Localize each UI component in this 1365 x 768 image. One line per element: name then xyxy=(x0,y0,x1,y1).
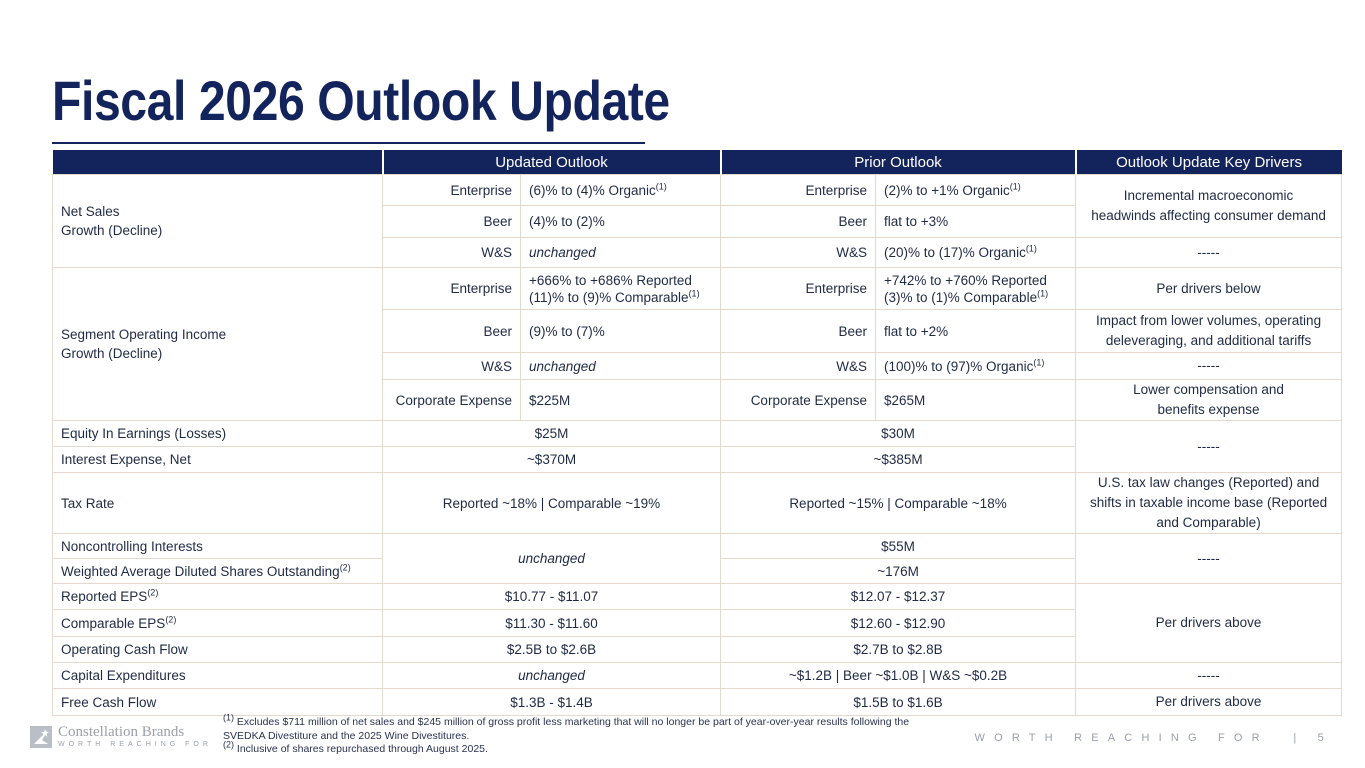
segment-label: Enterprise xyxy=(383,175,521,206)
segment-label: Beer xyxy=(383,206,521,238)
table-row xyxy=(53,584,1342,610)
table-row xyxy=(53,689,1342,716)
updated-value: $2.5B to $2.6B xyxy=(383,637,721,663)
footnote-1-continued: SVEDKA Divestiture and the 2025 Wine Divestitures. xyxy=(223,729,470,742)
footnote-1: $^{(1)}$ Excludes $711 million of net sales and $245 million of gross profit less marketing that will no longer be part of year-over-year results following the xyxy=(223,712,910,728)
table-row xyxy=(53,534,1342,559)
header-updated-outlook: Updated Outlook xyxy=(383,150,721,175)
row-label: Capital Expenditures xyxy=(53,663,383,689)
prior-value: ~$385M xyxy=(721,447,1076,473)
prior-value: Reported ~15% | Comparable ~18% xyxy=(721,473,1076,534)
prior-value: $12.07 - $12.37 xyxy=(721,584,1076,610)
driver-cell: Per drivers below xyxy=(1076,268,1342,310)
row-label: Comparable EPS$^{(2)}$ xyxy=(53,610,383,637)
segment-label: Beer xyxy=(383,310,521,353)
updated-value: unchanged xyxy=(521,238,721,268)
footnote-2: $^{(2)}$ Inclusive of shares repurchased through August 2025. xyxy=(223,739,488,755)
row-label: Tax Rate xyxy=(53,473,383,534)
prior-value: (2)% to +1% Organic$^{(1)}$ xyxy=(876,175,1076,206)
title-underline xyxy=(52,142,645,144)
table-row xyxy=(53,175,1342,206)
soi-sublabel: Growth (Decline) xyxy=(61,346,163,361)
row-label: Noncontrolling Interests xyxy=(53,534,383,559)
row-label: Weighted Average Diluted Shares Outstanding$^{(2)}$ xyxy=(53,559,383,584)
table-row xyxy=(53,268,1342,310)
updated-value: $25M xyxy=(383,421,721,447)
logo-name: Constellation Brands xyxy=(58,724,185,740)
table-row xyxy=(53,421,1342,447)
header-blank xyxy=(53,150,383,175)
driver-cell: Impact from lower volumes, operating deleveraging, and additional tariffs xyxy=(1076,310,1342,353)
prior-value: +742% to +760% Reported (3)% to (1)% Comparable$^{(1)}$ xyxy=(876,268,1076,310)
segment-label: Enterprise xyxy=(721,175,876,206)
footer-tagline: WORTH REACHING FOR | 5 xyxy=(974,732,1333,744)
row-label-net-sales xyxy=(53,175,383,268)
updated-value: $1.3B - $1.4B xyxy=(383,689,721,716)
net-sales-sublabel: Growth (Decline) xyxy=(61,223,163,238)
prior-value: (20)% to (17)% Organic$^{(1)}$ xyxy=(876,238,1076,268)
table-row xyxy=(53,663,1342,689)
prior-value: ~176M xyxy=(721,559,1076,584)
prior-value: $12.60 - $12.90 xyxy=(721,610,1076,637)
segment-label: Enterprise xyxy=(721,268,876,310)
row-label-soi xyxy=(53,268,383,421)
updated-value: $225M xyxy=(521,380,721,421)
updated-value: $10.77 - $11.07 xyxy=(383,584,721,610)
updated-value: unchanged xyxy=(383,534,721,584)
table-header xyxy=(53,150,1342,175)
driver-cell: U.S. tax law changes (Reported) and shifts in taxable income base (Reported and Comparable) xyxy=(1076,473,1342,534)
row-label: Reported EPS$^{(2)}$ xyxy=(53,584,383,610)
driver-cell: ----- xyxy=(1076,238,1342,268)
segment-label: W&S xyxy=(721,238,876,268)
row-label: Operating Cash Flow xyxy=(53,637,383,663)
logo-tagline: WORTH REACHING FOR xyxy=(58,741,212,748)
prior-value: $2.7B to $2.8B xyxy=(721,637,1076,663)
updated-value: +666% to +686% Reported (11)% to (9)% Comparable$^{(1)}$ xyxy=(521,268,721,310)
segment-label: Enterprise xyxy=(383,268,521,310)
prior-value: $30M xyxy=(721,421,1076,447)
prior-value: flat to +3% xyxy=(876,206,1076,238)
header-key-drivers: Outlook Update Key Drivers xyxy=(1076,150,1342,175)
updated-value: (4)% to (2)% xyxy=(521,206,721,238)
segment-label: Corporate Expense xyxy=(383,380,521,421)
net-sales-label: Net Sales xyxy=(61,204,120,219)
prior-value: (100)% to (97)% Organic$^{(1)}$ xyxy=(876,353,1076,380)
updated-value: $11.30 - $11.60 xyxy=(383,610,721,637)
constellation-brands-logo xyxy=(30,724,212,750)
driver-cell: ----- xyxy=(1076,421,1342,473)
table-row xyxy=(53,473,1342,534)
updated-value: Reported ~18% | Comparable ~19% xyxy=(383,473,721,534)
segment-label: Beer xyxy=(721,206,876,238)
segment-label: Beer xyxy=(721,310,876,353)
row-label: Free Cash Flow xyxy=(53,689,383,716)
driver-cell: Per drivers above xyxy=(1076,584,1342,663)
header-prior-outlook: Prior Outlook xyxy=(721,150,1076,175)
outlook-table xyxy=(52,150,1342,716)
updated-value: (9)% to (7)% xyxy=(521,310,721,353)
prior-value: ~$1.2B | Beer ~$1.0B | W&S ~$0.2B xyxy=(721,663,1076,689)
prior-value: $265M xyxy=(876,380,1076,421)
updated-value: unchanged xyxy=(521,353,721,380)
driver-cell: Per drivers above xyxy=(1076,689,1342,716)
footnotes xyxy=(223,712,983,757)
row-label: Equity In Earnings (Losses) xyxy=(53,421,383,447)
segment-label: Corporate Expense xyxy=(721,380,876,421)
updated-value: ~$370M xyxy=(383,447,721,473)
segment-label: W&S xyxy=(721,353,876,380)
star-logo-icon xyxy=(30,726,52,748)
soi-label: Segment Operating Income xyxy=(61,327,227,342)
prior-value: $1.5B to $1.6B xyxy=(721,689,1076,716)
driver-cell: Incremental macroeconomic headwinds affecting consumer demand xyxy=(1076,175,1342,238)
driver-cell: ----- xyxy=(1076,353,1342,380)
driver-cell: Lower compensation and benefits expense xyxy=(1076,380,1342,421)
page-separator: | xyxy=(1293,732,1306,744)
prior-value: flat to +2% xyxy=(876,310,1076,353)
driver-cell: ----- xyxy=(1076,663,1342,689)
prior-value: $55M xyxy=(721,534,1076,559)
updated-value: unchanged xyxy=(383,663,721,689)
page-title: Fiscal 2026 Outlook Update xyxy=(52,69,670,132)
driver-cell: ----- xyxy=(1076,534,1342,584)
segment-label: W&S xyxy=(383,238,521,268)
row-label: Interest Expense, Net xyxy=(53,447,383,473)
updated-value: (6)% to (4)% Organic$^{(1)}$ xyxy=(521,175,721,206)
segment-label: W&S xyxy=(383,353,521,380)
page-number: 5 xyxy=(1317,732,1333,744)
